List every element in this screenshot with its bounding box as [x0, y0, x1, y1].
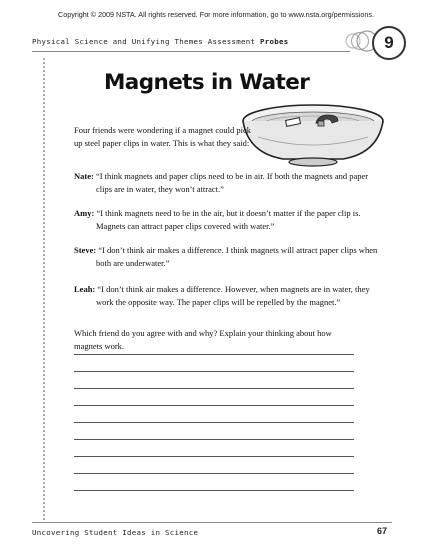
answer-line[interactable]	[74, 439, 354, 440]
footer-rule	[32, 522, 392, 523]
answer-line[interactable]	[74, 490, 354, 491]
question-prompt: Which friend do you agree with and why? Explain your thinking about how magnets work.	[74, 328, 332, 351]
statement-amy	[74, 207, 386, 232]
speaker-name: Amy:	[74, 208, 95, 218]
book-title: Uncovering Student Ideas in Science	[32, 528, 199, 537]
dotted-margin-line	[43, 58, 45, 520]
statement-nate	[74, 170, 386, 195]
statement-text: “I don’t think air makes a difference. However, when magnets are in water, they work the opposite way. The paper clips will be repelled by the magnet.”	[96, 284, 370, 307]
statement-text: “I don’t think air makes a difference. I think magnets will attract paper clips when both are underwater.”	[96, 245, 378, 268]
page-number: 67	[377, 526, 388, 536]
answer-line[interactable]	[74, 422, 354, 423]
series-title: Physical Science and Unifying Themes Assessment	[32, 37, 256, 46]
answer-line[interactable]	[74, 456, 354, 457]
speaker-name: Leah:	[74, 284, 96, 294]
statement-text: “I think magnets need to be in the air, but it doesn’t matter if the paper clip is. Magnets can attract paper clips covered with water.”	[96, 208, 361, 231]
statement-leah	[74, 283, 386, 308]
answer-line[interactable]	[74, 388, 354, 389]
bowl-of-water-with-magnet-illustration	[238, 101, 388, 171]
series-title-bold: Probes	[259, 37, 289, 46]
probe-number-badge: 9	[372, 26, 406, 60]
statement-steve	[74, 244, 386, 269]
series-header	[32, 37, 288, 46]
copyright-notice: Copyright © 2009 NSTA. All rights reserved. For more information, go to www.nsta.org/permissions.	[58, 10, 374, 19]
statement-text: “I think magnets and paper clips need to be in air. If both the magnets and paper clips are in water, they won’t attract.”	[95, 171, 369, 194]
answer-line[interactable]	[74, 354, 354, 355]
answer-line[interactable]	[74, 473, 354, 474]
page-title: Magnets in Water	[104, 70, 310, 95]
speaker-name: Nate:	[74, 171, 94, 181]
answer-line[interactable]	[74, 405, 354, 406]
answer-line[interactable]	[74, 371, 354, 372]
header-rule	[32, 51, 350, 52]
intro-paragraph: Four friends were wondering if a magnet could pick up steel paper clips in water. This is what they said:	[74, 125, 252, 148]
speaker-name: Steve:	[74, 245, 97, 255]
